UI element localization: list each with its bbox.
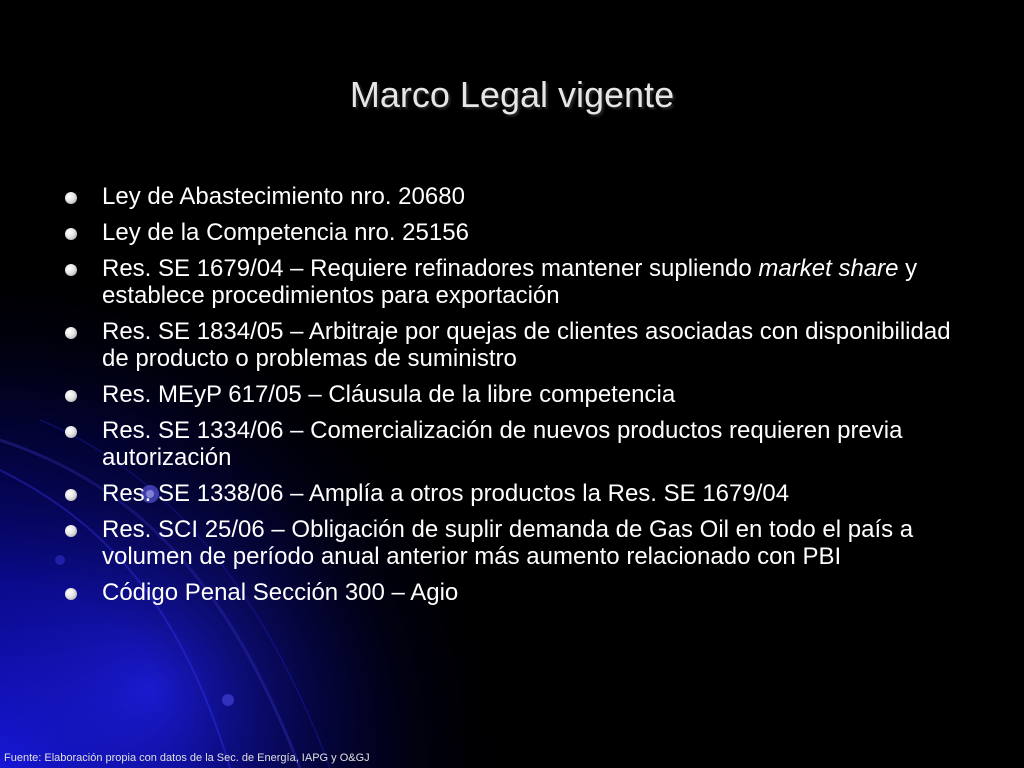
bullet-item xyxy=(62,417,962,471)
bullet-text-part: Ley de la Competencia nro. 25156 xyxy=(102,219,469,246)
bullet-item xyxy=(62,381,962,408)
bullet-text xyxy=(102,579,458,606)
bullet-item xyxy=(62,579,962,606)
bullet-text xyxy=(102,381,675,408)
bullet-text-part: Res. SE 1338/06 – Amplía a otros productos la Res. SE 1679/04 xyxy=(102,480,790,507)
bullet-text-part: Res. MEyP 617/05 – Cláusula de la libre competencia xyxy=(102,381,676,408)
bullet-item xyxy=(62,183,962,210)
bullet-text-part: Res. SE 1679/04 – Requiere refinadores mantener supliendo xyxy=(102,255,759,282)
bullet-item xyxy=(62,516,962,570)
round-bullet-icon xyxy=(65,228,77,240)
bullet-text-italic: market share xyxy=(758,255,899,282)
bullet-text-part: y establece procedimientos para exportación xyxy=(102,255,918,309)
bullet-text xyxy=(102,183,465,210)
round-bullet-icon xyxy=(65,489,77,501)
round-bullet-icon xyxy=(65,588,77,600)
source-footnote: Fuente: Elaboración propia con datos de la Sec. de Energía, IAPG y O&GJ xyxy=(4,752,370,764)
bullet-text-part: Código Penal Sección 300 – Agio xyxy=(102,579,459,606)
bullet-text-part: Res. SE 1834/05 – Arbitraje por quejas de clientes asociadas con disponibilidad de producto o problemas de suministro xyxy=(102,318,951,372)
round-bullet-icon xyxy=(65,192,77,204)
round-bullet-icon xyxy=(65,390,77,402)
round-bullet-icon xyxy=(65,525,77,537)
bullet-text-part: Ley de Abastecimiento nro. 20680 xyxy=(102,183,465,210)
bullet-item xyxy=(62,219,962,246)
bullet-text xyxy=(102,516,913,570)
bullet-text xyxy=(102,417,902,471)
bullet-item xyxy=(62,480,962,507)
bullet-list xyxy=(62,183,962,615)
round-bullet-icon xyxy=(65,327,77,339)
bullet-text xyxy=(102,219,469,246)
bullet-text xyxy=(102,480,789,507)
bullet-text xyxy=(102,255,917,309)
round-bullet-icon xyxy=(65,426,77,438)
bullet-text-part: Res. SE 1334/06 – Comercialización de nuevos productos requieren previa autorización xyxy=(102,417,903,471)
bullet-item xyxy=(62,255,962,309)
slide-title: Marco Legal vigente xyxy=(349,74,675,115)
bullet-text-part: Res. SCI 25/06 – Obligación de suplir demanda de Gas Oil en todo el país a volumen de período anual anterior más aumento relacionado con PBI xyxy=(102,516,914,570)
bullet-item xyxy=(62,318,962,372)
bullet-text xyxy=(102,318,951,372)
round-bullet-icon xyxy=(65,264,77,276)
